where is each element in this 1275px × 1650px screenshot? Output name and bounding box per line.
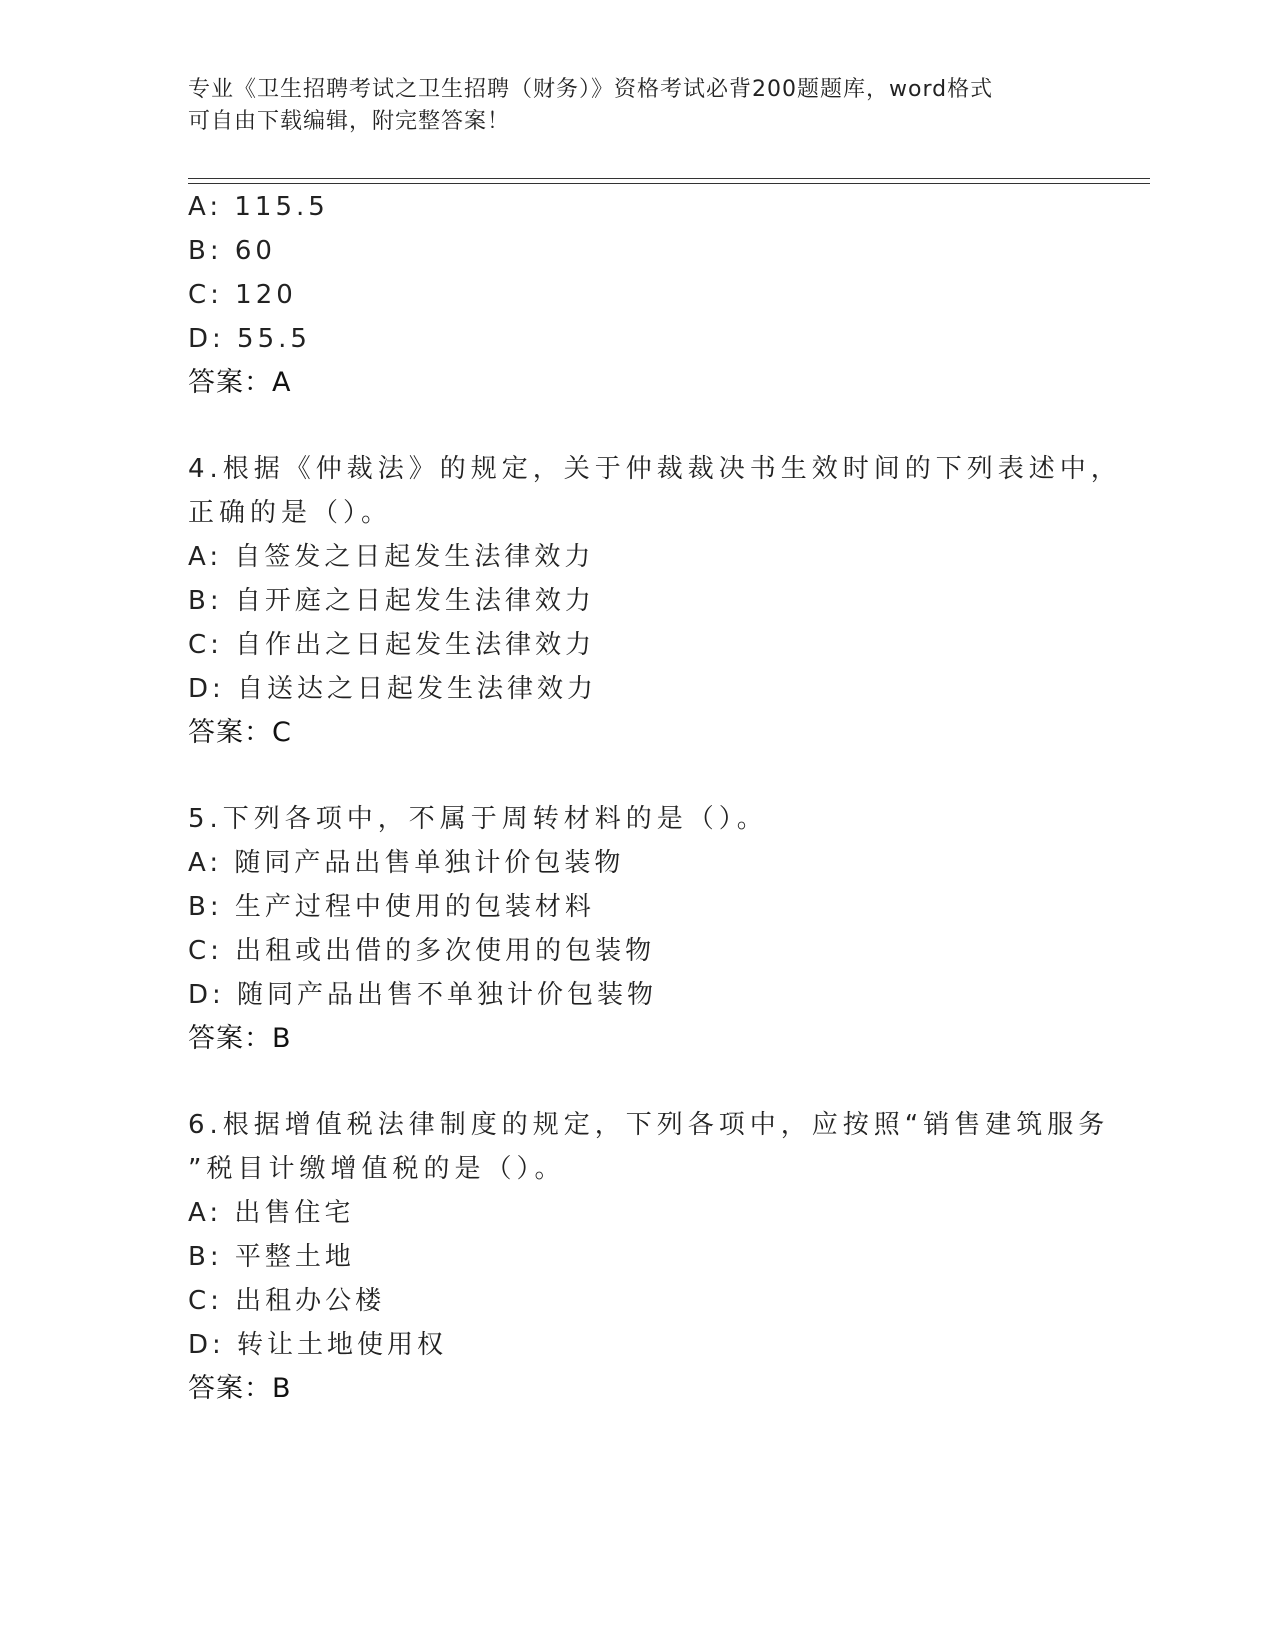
option-c: C: 出租或出借的多次使用的包装物: [188, 936, 656, 966]
option-a: A: 115.5: [188, 192, 329, 222]
option-c: C: 自作出之日起发生法律效力: [188, 630, 596, 660]
option-d: D: 转让土地使用权: [188, 1330, 448, 1360]
option-d: D: 随同产品出售不单独计价包装物: [188, 980, 658, 1010]
header-divider-top: [188, 178, 1150, 179]
answer-label: 答案：A: [188, 367, 292, 398]
option-b: B: 自开庭之日起发生法律效力: [188, 586, 595, 616]
document-header: [188, 74, 1088, 138]
option-c: C: 120: [188, 280, 297, 310]
question-stem-line: 4.根据《仲裁法》的规定，关于仲裁裁决书生效时间的下列表述中，: [188, 454, 1122, 484]
answer-label: 答案：B: [188, 1373, 292, 1404]
option-b: B: 平整土地: [188, 1242, 355, 1272]
question-stem-line: 5.下列各项中，不属于周转材料的是（）。: [188, 804, 768, 834]
option-c: C: 出租办公楼: [188, 1286, 386, 1316]
option-a: A: 出售住宅: [188, 1198, 355, 1228]
question-stem-line: 正确的是（）。: [188, 498, 393, 528]
option-b: B: 60: [188, 236, 276, 266]
header-divider-bottom: [188, 183, 1150, 184]
header-title-line-1: 专业《卫生招聘考试之卫生招聘（财务）》资格考试必背200题题库，word格式: [188, 77, 994, 102]
answer-label: 答案：C: [188, 717, 292, 748]
header-title-line-2: 可自由下载编辑，附完整答案！: [188, 109, 511, 134]
answer-label: 答案：B: [188, 1023, 292, 1054]
option-d: D: 55.5: [188, 324, 311, 354]
option-a: A: 自签发之日起发生法律效力: [188, 542, 595, 572]
option-b: B: 生产过程中使用的包装材料: [188, 892, 595, 922]
question-stem-line: ”税目计缴增值税的是（）。: [188, 1154, 566, 1184]
option-d: D: 自送达之日起发生法律效力: [188, 674, 598, 704]
option-a: A: 随同产品出售单独计价包装物: [188, 848, 625, 878]
question-stem-line: 6.根据增值税法律制度的规定，下列各项中，应按照“销售建筑服务: [188, 1110, 1110, 1140]
